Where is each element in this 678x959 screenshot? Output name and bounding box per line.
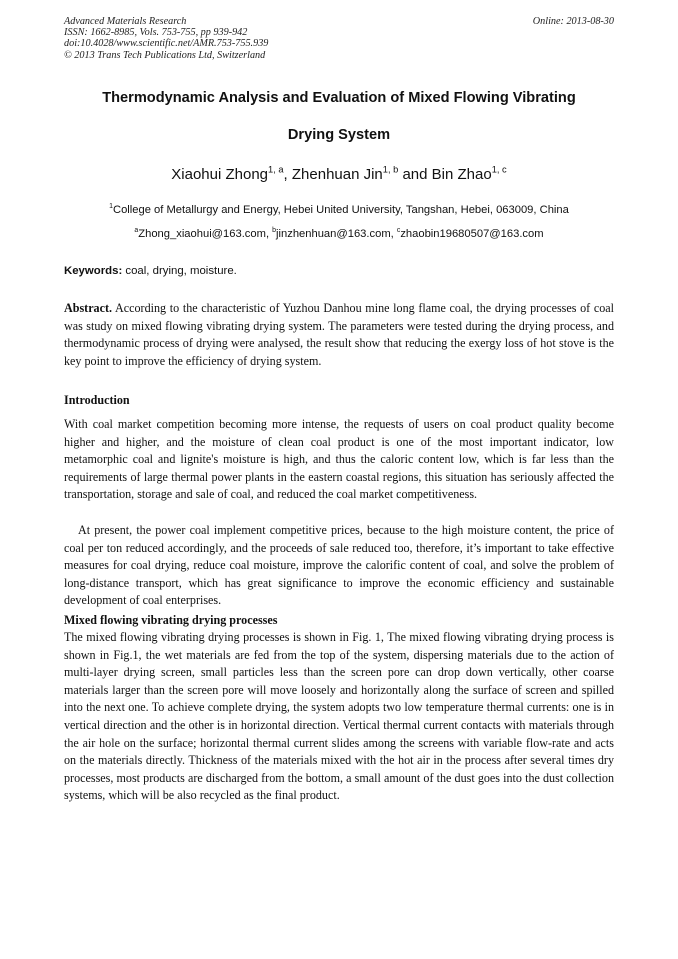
author-list bbox=[64, 166, 614, 183]
copyright-line: © 2013 Trans Tech Publications Ltd, Switzerland bbox=[64, 49, 266, 61]
journal-name: Advanced Materials Research bbox=[64, 16, 187, 27]
email-superscript: a bbox=[134, 227, 139, 235]
email-superscript: b bbox=[272, 227, 277, 235]
email-address[interactable]: zhaobin19680507@163.com bbox=[400, 228, 544, 240]
affiliation-text: College of Metallurgy and Energy, Hebei United University, Tangshan, Hebei, 063009, China bbox=[113, 204, 569, 216]
email-address[interactable]: jinzhenhuan@163.com bbox=[276, 228, 391, 240]
abstract bbox=[64, 300, 614, 370]
author-separator: , bbox=[283, 166, 292, 183]
email-address[interactable]: Zhong_xiaohui@163.com bbox=[138, 228, 266, 240]
issn-line: ISSN: 1662-8985, Vols. 753-755, pp 939-942 bbox=[64, 27, 248, 39]
journal-header bbox=[64, 16, 268, 61]
doi-line[interactable]: doi:10.4028/www.scientific.net/AMR.753-755.939 bbox=[64, 38, 269, 50]
keywords-text: coal, drying, moisture. bbox=[122, 265, 237, 277]
online-date: Online: 2013-08-30 bbox=[532, 16, 614, 27]
author-superscript: 1, a bbox=[268, 164, 284, 175]
email-separator: , bbox=[265, 228, 273, 240]
email-list bbox=[64, 228, 614, 240]
affiliation-superscript: 1 bbox=[109, 203, 113, 211]
keywords bbox=[64, 265, 614, 277]
author-superscript: 1, b bbox=[382, 164, 399, 175]
author-separator: and bbox=[398, 166, 432, 183]
author-name: Xiaohui Zhong bbox=[171, 166, 269, 183]
introduction-paragraph-1 bbox=[64, 416, 614, 504]
paper-title-line2: Drying System bbox=[287, 127, 391, 143]
section-heading-mixed-flowing: Mixed flowing vibrating drying processes bbox=[64, 613, 278, 627]
keywords-label: Keywords: bbox=[64, 265, 123, 277]
abstract-label: Abstract. bbox=[64, 301, 113, 315]
introduction-paragraph-2 bbox=[64, 522, 614, 610]
author-name: Zhenhuan Jin bbox=[291, 166, 383, 183]
email-separator: , bbox=[390, 228, 397, 240]
paragraph-text: The mixed flowing vibrating drying processes is shown in Fig. 1, The mixed flowing vibrating drying process is shown in Fig.1, the wet materials are fed from the top of the system, dispersing materials due to the action of multi-layer drying screen, small particles less than the screen pore can drop down vertically, other coarse materials larger than the screen pore will move loosely and horizontally along the surface of screen and spilled into the next one. To achieve complete drying, the system adopts two low temperature thermal currents: one is in vertical direction and the other is in horizontal direction. Vertical thermal current contacts with materials through the air hole on the surface; horizontal thermal current slides among the screens with variable flow-rate and acts on the materials directly. Thickness of the materials mixed with the hot air in the process after several times dry processes, most products are discharged from the bottom, a small amount of the dust goes into the dust collection systems, which will be also recycled as the final product. bbox=[64, 630, 614, 803]
paragraph-text: At present, the power coal implement competitive prices, because to the high moisture content, the price of coal per ton reduced accordingly, and the proceeds of sale reduced too, therefore, it’s important to take effective measures for coal drying, reduce coal moisture, improve the calorific content of coal, and solve the problem of long-distance transport, which has great significance to improve the economic efficiency and sustainable development of coal enterprises. bbox=[64, 523, 614, 608]
abstract-text: According to the characteristic of Yuzhou Danhou mine long flame coal, the drying processes of coal was study on mixed flowing vibrating drying system. The parameters were tested during the drying process, and thermodynamic process of drying were analysed, the result show that reducing the exergy loss of hot stove is the key point to improve the efficiency of drying system. bbox=[64, 301, 614, 368]
affiliation bbox=[64, 204, 614, 216]
author-name: Bin Zhao bbox=[431, 166, 492, 183]
email-superscript: c bbox=[396, 227, 401, 235]
section-heading-introduction: Introduction bbox=[64, 393, 130, 407]
author-superscript: 1, c bbox=[491, 164, 507, 175]
mixed-flowing-paragraph bbox=[64, 629, 614, 805]
paragraph-text: With coal market competition becoming more intense, the requests of users on coal product quality become higher and higher, and the moisture of clean coal product is one of the most important indicator, low metamorphic coal and lignite's moisture is high, and thus the caloric content low, which is far less than the requirements of large thermal power plants in the eastern coastal regions, this situation has seriously affected the transportation, storage and sale of coal, and reduced the coal market competitiveness. bbox=[64, 417, 614, 502]
paper-title-line1: Thermodynamic Analysis and Evaluation of Mixed Flowing Vibrating bbox=[102, 90, 576, 106]
